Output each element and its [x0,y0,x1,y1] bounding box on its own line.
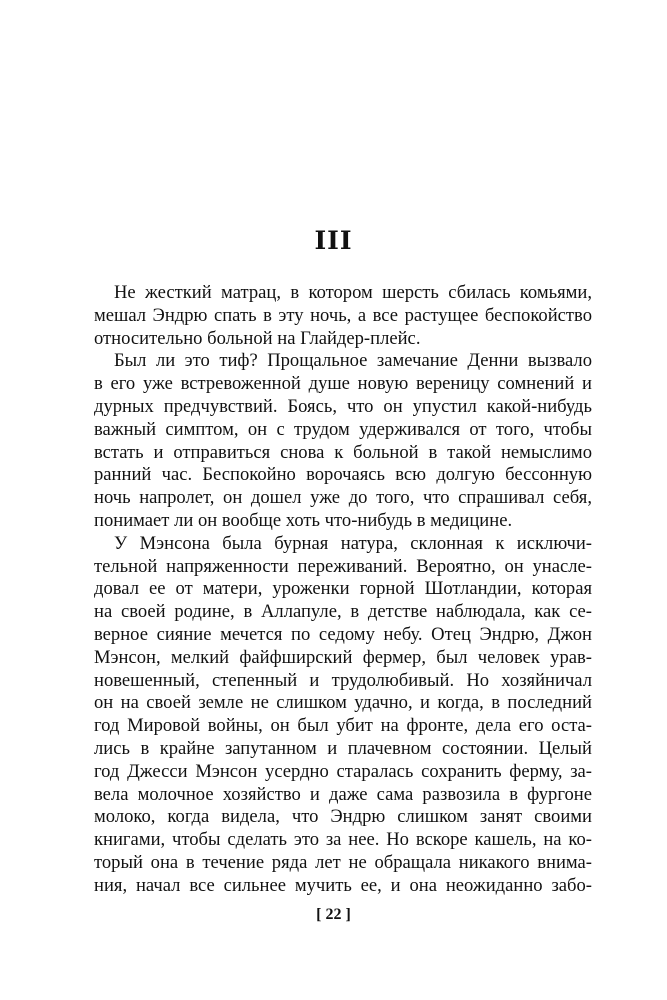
text-line: понимает ли он вообще хоть что-нибудь в медицине. [94,509,513,531]
text-line: новешенный, степенный и трудолюбивый. Но хозяйничал [94,669,592,691]
text-line: довал ее от матери, уроженки горной Шотландии, которая [94,578,592,600]
text-line: ночь напролет, он дошел уже до того, что спрашивал себя, [94,487,592,509]
text-line: дурных предчувствий. Боясь, что он упустил какой-нибудь [94,395,592,417]
text-line: книгами, чтобы сделать это за нее. Но вскоре кашель, на ко- [94,829,592,851]
text-line: год Джесси Мэнсон усердно старалась сохранить ферму, за- [94,760,592,782]
text-line: Не жесткий матрац, в котором шерсть сбилась комьями, [114,282,592,303]
text-line: Мэнсон, мелкий файфширский фермер, был человек урав- [94,646,592,668]
text-line: важный симптом, он с трудом удерживался от того, чтобы [94,418,592,440]
text-line: верное сияние мечется по седому небу. Отец Эндрю, Джон [94,623,592,645]
text-line: он на своей земле не слишком удачно, и когда, в последний [94,692,592,714]
text-line: У Мэнсона была бурная натура, склонная к исключи- [114,532,592,554]
text-line: в его уже встревоженной душе новую вереницу сомнений и [94,373,592,395]
page-number: [ 22 ] [316,906,351,923]
text-line: относительно больной на Глайдер-плейс. [94,327,421,349]
text-line: год Мировой войны, он был убит на фронте, дела его оста- [94,715,592,737]
text-line: вела молочное хозяйство и даже сама развозила в фургоне [94,783,592,805]
text-line: встать и отправиться снова к больной в такой немыслимо [94,441,592,463]
text-line: тельной напряженности переживаний. Вероятно, он унасле- [94,555,592,577]
text-line: ния, начал все сильнее мучить ее, и она неожиданно забо- [94,874,592,896]
text-line: молоко, когда видела, что Эндрю слишком занят своими [94,806,592,828]
text-line: торый она в течение ряда лет не обращала никакого внима- [94,851,592,873]
text-line: ранний час. Беспокойно ворочаясь всю долгую бессонную [94,464,592,486]
text-line: мешал Эндрю спать в эту ночь, а все растущее беспокойство [94,304,592,326]
chapter-number: III [314,226,353,255]
text-line: на своей родине, в Аллапуле, в детстве наблюдала, как се- [94,601,592,623]
text-line: лись в крайне запутанном и плачевном состоянии. Целый [94,737,592,759]
text-line: Был ли это тиф? Прощальное замечание Денни вызвало [114,350,592,372]
chapter-body-text [94,282,592,898]
